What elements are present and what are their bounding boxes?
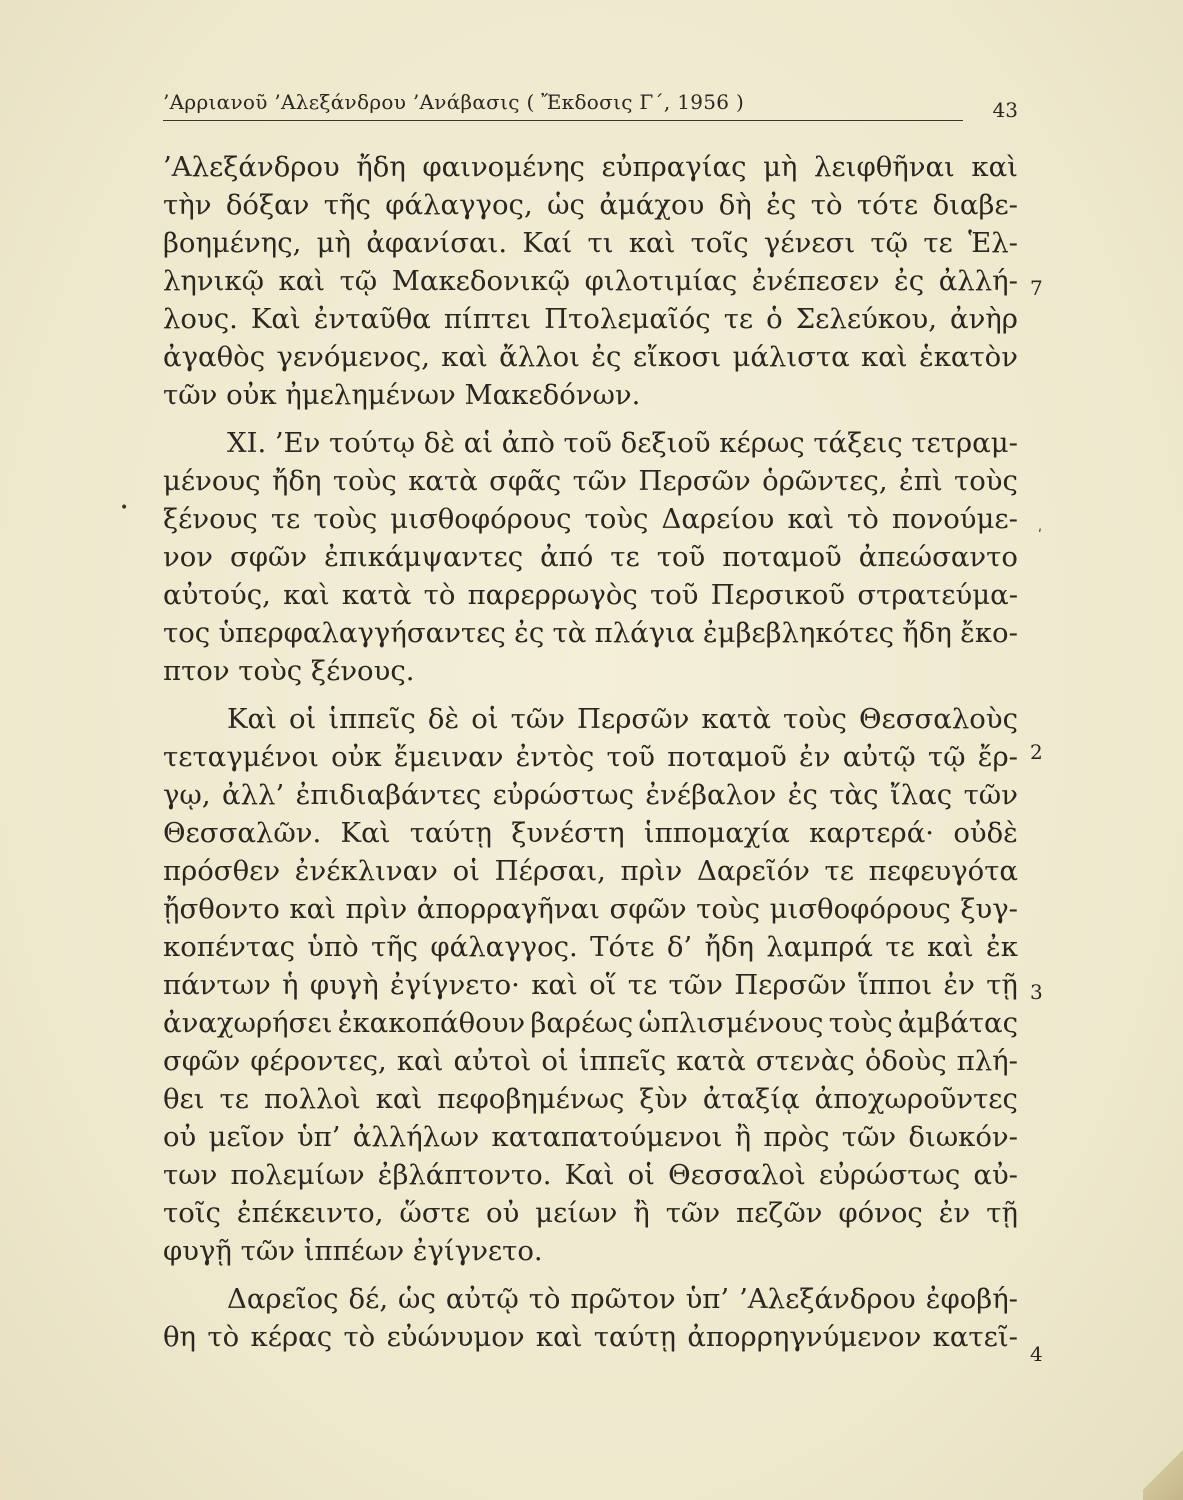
text-line: Θεσσαλῶν. Καὶ ταύτῃ ξυνέστη ἱππομαχία καρτερά· οὐδὲ [163,817,1018,849]
margin-tick-mark: ʹ [1038,528,1042,544]
text-line: αὐτούς, καὶ κατὰ τὸ παρερρωγὸς τοῦ Περσικοῦ στρατεύμα- [163,579,1018,611]
text-line: φυγῇ τῶν ἱππέων ἐγίγνετο. [163,1235,543,1267]
running-head: ’Αρριανοῦ ’Αλεξάνδρου ’Ανάβασις ( Ἔκδοσις Γ΄, 1956 ) [163,90,745,114]
header-rule [163,120,963,121]
text-line: ᾔσθοντο καὶ πρὶν ἀπορραγῆναι σφῶν τοὺς μισθοφόρους ξυγ- [163,893,1018,925]
text-line: των πολεμίων ἐβλάπτοντο. Καὶ οἱ Θεσσαλοὶ εὐρώστως αὐ- [163,1159,1018,1191]
text-line: λους. Καὶ ἐνταῦθα πίπτει Πτολεμαῖός τε ὁ Σελεύκου, ἀνὴρ [163,303,1018,335]
chapter-start-line: XI. ’Εν τούτῳ δὲ αἱ ἀπὸ τοῦ δεξιοῦ κέρως τάξεις τετραμ- [227,427,1018,459]
margin-section-number: 3 [1030,980,1043,1004]
text-line: οὐ μεῖον ὑπ’ ἀλλήλων καταπατούμενοι ἢ πρὸς τῶν διωκόν- [163,1121,1018,1153]
text-line: γῳ, ἀλλ’ ἐπιδιαβάντες εὐρώστως ἐνέβαλον ἐς τὰς ἴλας τῶν [163,779,1018,811]
text-line: Καὶ οἱ ἱππεῖς δὲ οἱ τῶν Περσῶν κατὰ τοὺς Θεσσαλοὺς [227,703,1018,735]
text-line: ’Αλεξάνδρου ἤδη φαινομένης εὐπραγίας μὴ λειφθῆναι καὶ [163,151,1018,183]
text-line: ληνικῷ καὶ τῷ Μακεδονικῷ φιλοτιμίας ἐνέπεσεν ἐς ἀλλή- [163,265,1018,297]
text-line: ξένους τε τοὺς μισθοφόρους τοὺς Δαρείου καὶ τὸ πονούμε- [163,503,1018,535]
text-line: πτον τοὺς ξένους. [163,655,415,687]
text-line: μένους ἤδη τοὺς κατὰ σφᾶς τῶν Περσῶν ὁρῶντες, ἐπὶ τοὺς [163,465,1018,497]
text-line: ἀγαθὸς γενόμενος, καὶ ἄλλοι ἐς εἴκοσι μάλιστα καὶ ἑκατὸν [163,341,1018,373]
page-number: 43 [992,98,1018,122]
page-header [163,84,1018,124]
text-line: ἀναχωρήσει ἐκακοπάθουν βαρέως ὡπλισμένους τοὺς ἀμβάτας [163,1007,1018,1039]
text-line: νον σφῶν ἐπικάμψαντες ἀπό τε τοῦ ποταμοῦ ἀπεώσαντο [163,541,1018,573]
text-line: βοημένης, μὴ ἀφανίσαι. Καί τι καὶ τοῖς γένεσι τῷ τε Ἑλ- [163,227,1018,259]
margin-dot-mark: • [120,500,129,516]
margin-section-number: 7 [1030,276,1043,300]
text-line: πάντων ἡ φυγὴ ἐγίγνετο· καὶ οἵ τε τῶν Περσῶν ἵπποι ἐν τῇ [163,969,1018,1001]
text-line: θει τε πολλοὶ καὶ πεφοβημένως ξὺν ἀταξίᾳ ἀποχωροῦντες [163,1083,1018,1115]
text-line: τοῖς ἐπέκειντο, ὥστε οὐ μείων ἢ τῶν πεζῶν φόνος ἐν τῇ [163,1197,1018,1229]
text-line: τῶν οὐκ ἠμελημένων Μακεδόνων. [163,379,641,411]
text-line: πρόσθεν ἐνέκλιναν οἱ Πέρσαι, πρὶν Δαρεῖόν τε πεφευγότα [163,855,1018,887]
text-line: τος ὑπερφαλαγγήσαντες ἐς τὰ πλάγια ἐμβεβληκότες ἤδη ἔκο- [163,617,1018,649]
margin-section-number: 2 [1030,740,1043,764]
body-text [163,148,1018,1356]
text-line: σφῶν φέροντες, καὶ αὐτοὶ οἱ ἱππεῖς κατὰ στενὰς ὁδοὺς πλή- [163,1045,1018,1077]
text-line: τὴν δόξαν τῆς φάλαγγος, ὡς ἀμάχου δὴ ἐς τὸ τότε διαβε- [163,189,1018,221]
margin-section-number: 4 [1030,1342,1043,1366]
text-line: θη τὸ κέρας τὸ εὐώνυμον καὶ ταύτῃ ἀπορρηγνύμενον κατεῖ- [163,1321,1018,1353]
page-corner-damage [1143,1440,1183,1500]
text-line: Δαρεῖος δέ, ὡς αὐτῷ τὸ πρῶτον ὑπ’ ’Αλεξάνδρου ἐφοβή- [227,1283,1018,1315]
text-line: τεταγμένοι οὐκ ἔμειναν ἐντὸς τοῦ ποταμοῦ ἐν αὐτῷ τῷ ἔρ- [163,741,1018,773]
text-line: κοπέντας ὑπὸ τῆς φάλαγγος. Τότε δ’ ἤδη λαμπρά τε καὶ ἐκ [163,931,1018,963]
